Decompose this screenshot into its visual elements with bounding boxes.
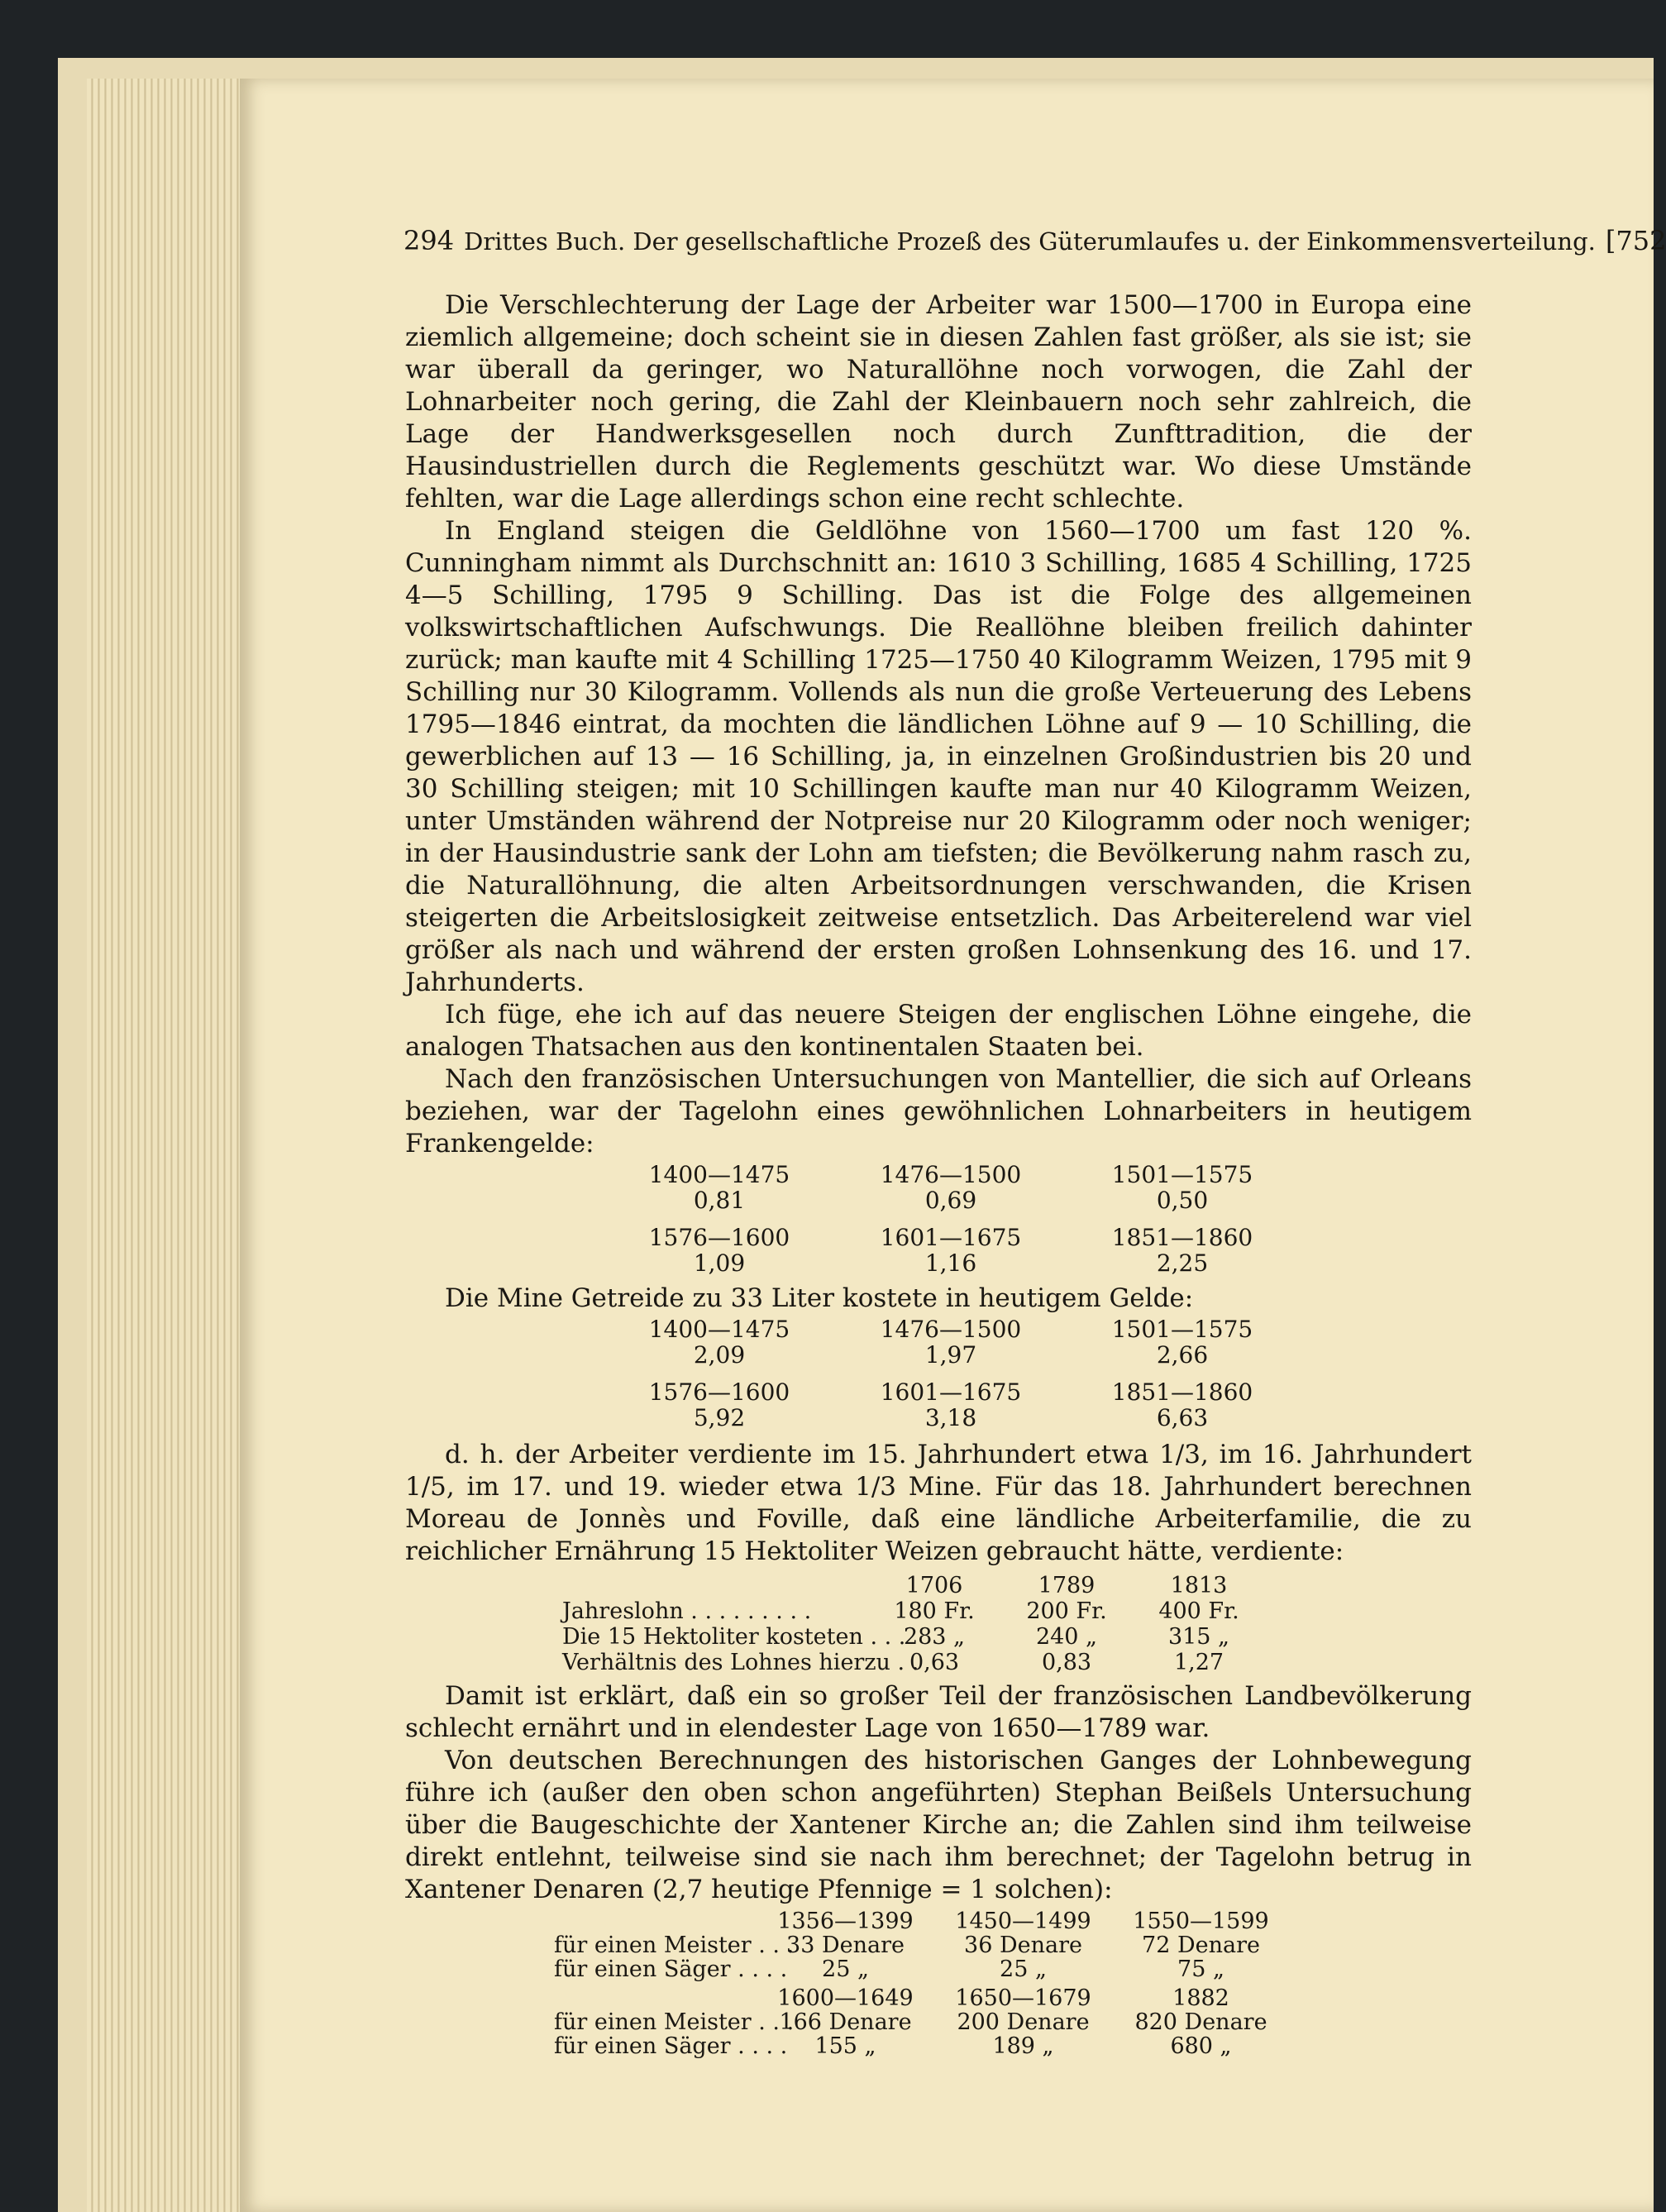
table-cell: 3,18 xyxy=(924,1404,977,1431)
table-cell: 283 „ xyxy=(903,1624,966,1650)
table-row xyxy=(562,1624,1472,1650)
row-label: Jahreslohn . . . . . . . . . xyxy=(562,1598,812,1624)
table-cell: 1400—1475 xyxy=(648,1161,790,1188)
table-cell: 315 „ xyxy=(1167,1624,1230,1650)
table-row xyxy=(554,1933,1472,1957)
row-label: für einen Säger . . . . xyxy=(554,2033,788,2059)
table-cell: 0,81 xyxy=(693,1187,746,1214)
table-cell: 0,63 xyxy=(909,1650,960,1675)
wages-france-table xyxy=(604,1162,1298,1276)
table-cell: 1882 xyxy=(1172,1985,1229,2011)
table-cell: 1,16 xyxy=(924,1249,977,1277)
table-cell: 0,69 xyxy=(924,1187,977,1214)
table-cell: 1706 xyxy=(905,1573,963,1598)
page-body xyxy=(405,289,1472,2063)
table-cell: 1851—1860 xyxy=(1111,1224,1253,1251)
table-cell: 189 „ xyxy=(992,2033,1054,2059)
table-cell: 36 Denare xyxy=(964,1933,1082,1958)
table-cell: 1789 xyxy=(1038,1573,1096,1598)
table-cell: 1,09 xyxy=(693,1249,746,1277)
table-cell: 2,09 xyxy=(693,1341,746,1369)
paragraph-8: Von deutschen Berechnungen des historischen Ganges der Lohnbewegung führe ich (außer den oben schon angeführten) Stephan Beißels Untersuchung über die Baugeschichte der Xantener Kirche an; die Zahlen sind ihm teilweise direkt entlehnt, teilweise sind sie nach ihm berechnet; der Tagelohn betrug in Xantener Denaren (2,7 heutige Pfennige = 1 solchen): xyxy=(405,1746,1472,1904)
table-row xyxy=(554,2034,1472,2058)
table-cell: 400 Fr. xyxy=(1158,1598,1239,1624)
table-cell: 1356—1399 xyxy=(777,1909,914,1934)
table-cell: 2,66 xyxy=(1156,1341,1209,1369)
table-cell: 25 „ xyxy=(1000,1956,1047,1982)
section-number: [752 xyxy=(1605,225,1666,256)
table-cell: 166 Denare xyxy=(779,2009,912,2035)
table-header-row xyxy=(562,1573,1472,1598)
table-cell: 1576—1600 xyxy=(648,1224,790,1251)
paragraph-3: Ich füge, ehe ich auf das neuere Steigen der englischen Löhne eingehe, die analogen Thatsachen aus den kontinentalen Staaten bei. xyxy=(405,1000,1472,1062)
table-cell: 75 „ xyxy=(1177,1956,1224,1982)
paragraph-5: Die Mine Getreide zu 33 Liter kostete in heutigem Gelde: xyxy=(445,1283,1194,1313)
table-cell: 6,63 xyxy=(1156,1404,1209,1431)
table-cell: 200 Fr. xyxy=(1026,1598,1107,1624)
paragraph-7: Damit ist erklärt, daß ein so großer Teil der französischen Landbevölkerung schlecht ernährt und in elendester Lage von 1650—1789 war. xyxy=(405,1681,1472,1743)
running-title: Drittes Buch. Der gesellschaftliche Prozeß des Güterumlaufes u. der Einkommensverteilung. xyxy=(464,227,1596,256)
table-cell: 680 „ xyxy=(1170,2033,1232,2059)
table-cell: 240 „ xyxy=(1035,1624,1098,1650)
table-cell: 155 „ xyxy=(814,2033,876,2059)
grain-price-table xyxy=(604,1316,1298,1431)
table-cell: 25 „ xyxy=(822,1956,869,1982)
table-cell: 1600—1649 xyxy=(777,1985,914,2011)
page-number: 294 xyxy=(403,225,455,256)
table-cell: 1476—1500 xyxy=(880,1316,1022,1343)
table-cell: 1,97 xyxy=(924,1341,977,1369)
table-cell: 200 Denare xyxy=(957,2009,1090,2035)
table-cell: 2,25 xyxy=(1156,1249,1209,1277)
table-cell: 1851—1860 xyxy=(1111,1378,1253,1406)
table-cell: 33 Denare xyxy=(786,1933,905,1958)
table-cell: 1501—1575 xyxy=(1111,1316,1253,1343)
table-row xyxy=(554,1957,1472,1981)
table-row xyxy=(562,1650,1472,1675)
table-cell: 1400—1475 xyxy=(648,1316,790,1343)
table-row xyxy=(562,1598,1472,1624)
table-cell: 1601—1675 xyxy=(880,1224,1022,1251)
running-header xyxy=(403,225,1666,256)
table-cell: 1650—1679 xyxy=(955,1985,1091,2011)
paragraph-1: Die Verschlechterung der Lage der Arbeiter war 1500—1700 in Europa eine ziemlich allgemeine; doch scheint sie in diesen Zahlen fast größer, als sie ist; sie war überall da geringer, wo Naturallöhne noch vorwogen, die Zahl der Lohnarbeiter noch gering, die Zahl der Kleinbauern noch sehr zahlreich, die Lage der Handwerksgesellen noch durch Zunfttradition, die der Hausindustriellen durch die Reglements geschützt war. Wo diese Umstände fehlten, war die Lage allerdings schon eine recht schlechte. xyxy=(405,290,1472,514)
table-cell: 72 Denare xyxy=(1142,1933,1260,1958)
family-income-table xyxy=(562,1573,1472,1675)
table-cell: 1576—1600 xyxy=(648,1378,790,1406)
row-label: Die 15 Hektoliter kosteten . . . xyxy=(562,1624,906,1650)
paragraph-6: d. h. der Arbeiter verdiente im 15. Jahrhundert etwa 1/3, im 16. Jahrhundert 1/5, im 17. und 19. wieder etwa 1/3 Mine. Für das 18. Jahrhundert berechnen Moreau de Jonnès und Foville, daß eine ländliche Arbeiterfamilie, die zu reichlicher Ernährung 15 Hektoliter Weizen gebraucht hätte, verdiente: xyxy=(405,1440,1472,1566)
paragraph-2: In England steigen die Geldlöhne von 1560—1700 um fast 120 %. Cunningham nimmt als Durchschnitt an: 1610 3 Schilling, 1685 4 Schilling, 1725 4—5 Schilling, 1795 9 Schilling. Das ist die Folge des allgemeinen volkswirtschaftlichen Aufschwungs. Die Reallöhne bleiben freilich dahinter zurück; man kaufte mit 4 Schilling 1725—1750 40 Kilogramm Weizen, 1795 mit 9 Schilling nur 30 Kilogramm. Vollends als nun die große Verteuerung des Lebens 1795—1846 eintrat, da mochten die ländlichen Löhne auf 9 — 10 Schilling, die gewerblichen auf 13 — 16 Schilling, ja, in einzelnen Großindustrien bis 20 und 30 Schilling steigen; mit 10 Schillingen kaufte man nur 40 Kilogramm Weizen, unter Umständen während der Notpreise nur 20 Kilogramm oder noch weniger; in der Hausindustrie sank der Lohn am tiefsten; die Bevölkerung nahm rasch zu, die Naturallöhnung, die alten Arbeitsordnungen verschwanden, die Krisen steigerten die Arbeitslosigkeit zeitweise entsetzlich. Das Arbeiterelend war viel größer als nach und während der ersten großen Lohnsenkung des 16. und 17. Jahrhunderts. xyxy=(405,516,1472,997)
paragraph-4: Nach den französischen Untersuchungen von Mantellier, die sich auf Orleans beziehen, war der Tagelohn eines gewöhnlichen Lohnarbeiters in heutigem Frankengelde: xyxy=(405,1064,1472,1159)
table-cell: 1450—1499 xyxy=(955,1909,1091,1934)
table-cell: 0,83 xyxy=(1041,1650,1092,1675)
table-cell: 1501—1575 xyxy=(1111,1161,1253,1188)
table-cell: 1,27 xyxy=(1173,1650,1224,1675)
row-label: Verhältnis des Lohnes hierzu . . xyxy=(562,1650,919,1675)
table-cell: 1813 xyxy=(1170,1573,1228,1598)
xanten-wage-table xyxy=(554,1909,1472,2058)
table-cell: 820 Denare xyxy=(1134,2009,1267,2035)
table-cell: 0,50 xyxy=(1156,1187,1209,1214)
page-edges xyxy=(87,79,240,2212)
row-label: für einen Meister . . . xyxy=(554,1933,795,1958)
table-cell: 1601—1675 xyxy=(880,1378,1022,1406)
table-row xyxy=(554,2010,1472,2034)
table-cell: 1476—1500 xyxy=(880,1161,1022,1188)
table-header-row xyxy=(554,1986,1472,2010)
table-cell: 180 Fr. xyxy=(894,1598,975,1624)
table-cell: 5,92 xyxy=(693,1404,746,1431)
table-cell: 1550—1599 xyxy=(1133,1909,1269,1934)
table-header-row xyxy=(554,1909,1472,1933)
row-label: für einen Meister . . . xyxy=(554,2009,795,2035)
row-label: für einen Säger . . . . xyxy=(554,1956,788,1982)
